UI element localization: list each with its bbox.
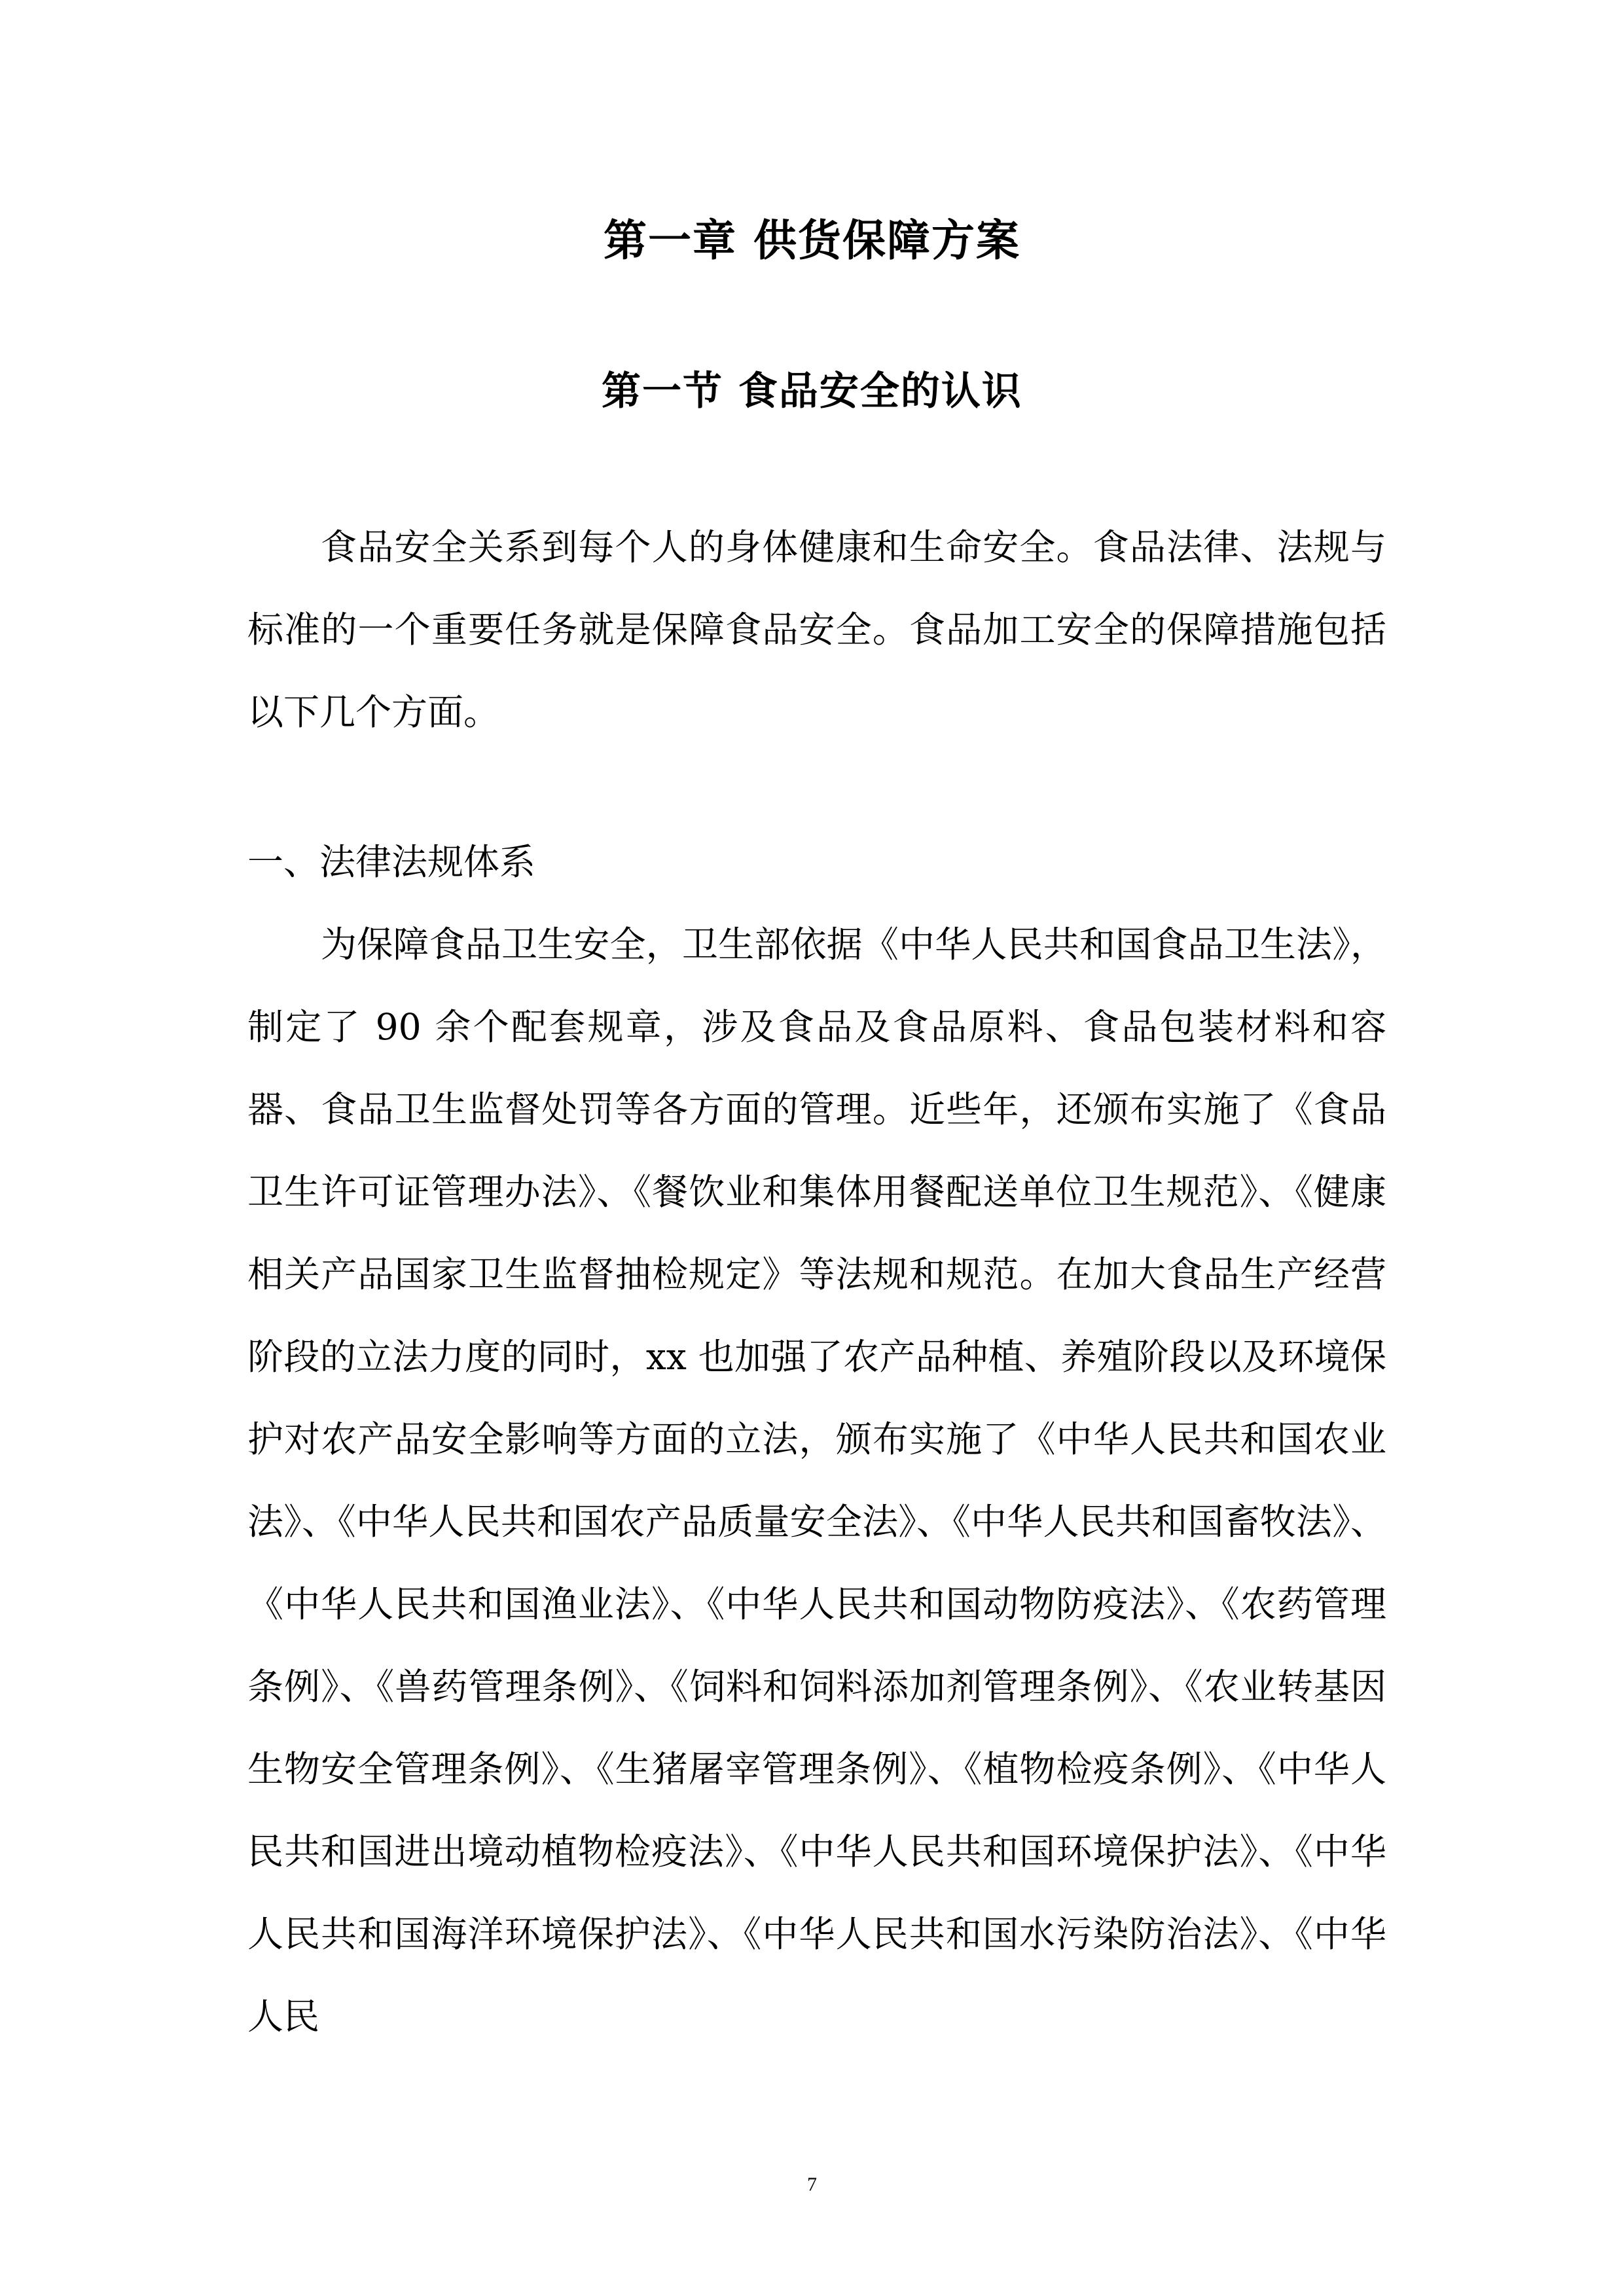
page-number: 7 (807, 2174, 817, 2195)
law-paragraph: 为保障食品卫生安全，卫生部依据《中华人民共和国食品卫生法》，制定了 90 余个配套规章，涉及食品及食品原料、食品包装材料和容器、食品卫生监督处罚等各方面的管理。近些年，还颁布实施了《食品卫生许可证管理办法》、《餐饮业和集体用餐配送单位卫生规范》、《健康相关产品国家卫生监督抽检规定》等法规和规范。在加大食品生产经营阶段的立法力度的同时，xx 也加强了农产品种植、养殖阶段以及环境保护对农产品安全影响等方面的立法，颁布实施了《中华人民共和国农业法》、《中华人民共和国农产品质量安全法》、《中华人民共和国畜牧法》、《中华人民共和国渔业法》、《中华人民共和国动物防疫法》、《农药管理条例》、《兽药管理条例》、《饲料和饲料添加剂管理条例》、《农业转基因生物安全管理条例》、《生猪屠宰管理条例》、《植物检疫条例》、《中华人民共和国进出境动植物检疫法》、《中华人民共和国环境保护法》、《中华人民共和国海洋环境保护法》、《中华人民共和国水污染防治法》、《中华人民 (247, 924, 1386, 2037)
chapter-title: 第一章 供货保障方案 (604, 215, 1020, 266)
heading-legal-system: 一、法律法规体系 (247, 841, 536, 883)
intro-paragraph: 食品安全关系到每个人的身体健康和生命安全。食品法律、法规与标准的一个重要任务就是保障食品安全。食品加工安全的保障措施包括以下几个方面。 (247, 526, 1386, 733)
section-title: 第一节 食品安全的认识 (602, 368, 1022, 414)
